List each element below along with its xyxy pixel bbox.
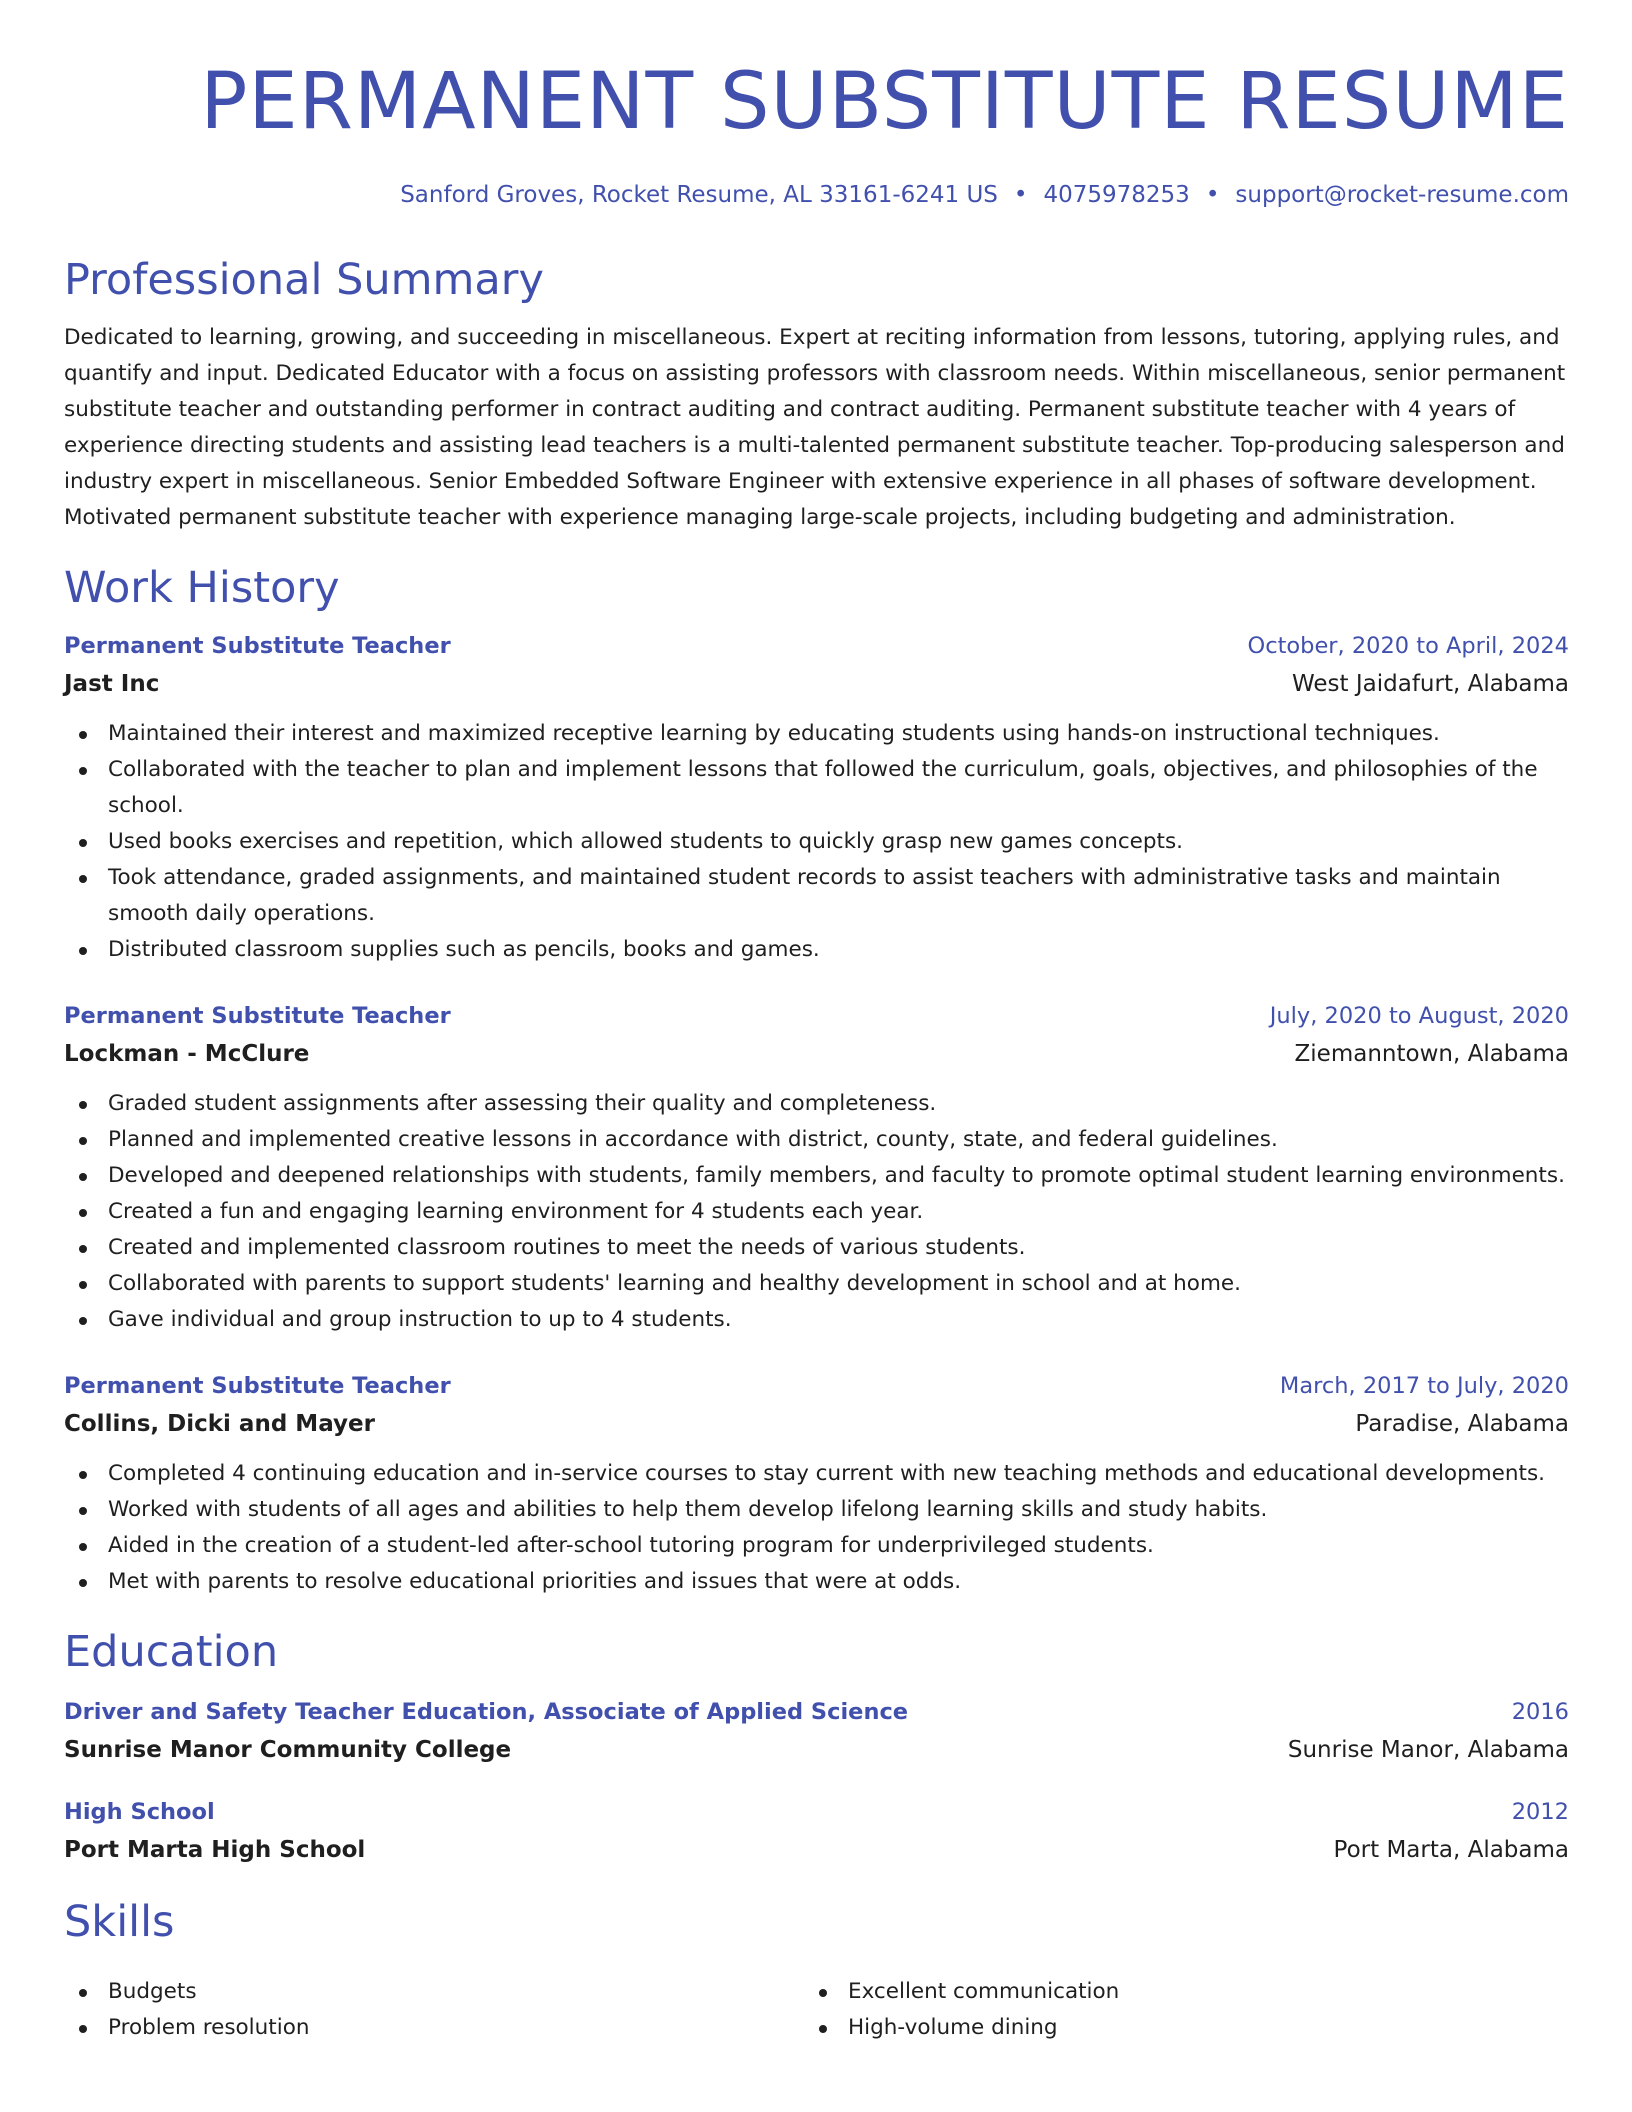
job-bullets (64, 716, 1569, 968)
education-header (64, 1794, 1569, 1830)
education-degree: High School (64, 1799, 215, 1825)
skill-item: Excellent communication (804, 1974, 1119, 2010)
contact-email[interactable]: support@rocket-resume.com (1235, 182, 1569, 208)
list-item: Planned and implemented creative lessons in accordance with district, county, state, and federal guidelines. (64, 1122, 1569, 1158)
education-school: Port Marta High School (64, 1837, 366, 1863)
list-item: Collaborated with the teacher to plan and implement lessons that followed the curriculum, goals, objectives, and philosophies of the school. (64, 752, 1569, 824)
list-item: Graded student assignments after assessing their quality and completeness. (64, 1086, 1569, 1122)
education-entry (64, 1694, 1569, 1770)
job-bullets (64, 1086, 1569, 1338)
job-employer-row (64, 1034, 1569, 1074)
job-employer-row (64, 1404, 1569, 1444)
separator-dot: • (1205, 182, 1220, 208)
section-heading-summary: Professional Summary (64, 255, 544, 305)
skill-item: Budgets (64, 1974, 804, 2010)
list-item: Distributed classroom supplies such as pencils, books and games. (64, 932, 1569, 968)
education-school-row (64, 1830, 1569, 1870)
list-item: Gave individual and group instruction to up to 4 students. (64, 1302, 1569, 1338)
contact-line (64, 178, 1569, 212)
list-item: Created a fun and engaging learning environment for 4 students each year. (64, 1194, 1569, 1230)
job-location: Ziemanntown, Alabama (1294, 1041, 1569, 1067)
list-item: Took attendance, graded assignments, and maintained student records to assist teachers with administrative tasks and maintain smooth daily operations. (64, 860, 1569, 932)
education-location: Port Marta, Alabama (1333, 1837, 1569, 1863)
education-year: 2016 (1511, 1699, 1569, 1725)
job-company: Collins, Dicki and Mayer (64, 1411, 375, 1437)
job-dates: March, 2017 to July, 2020 (1279, 1373, 1569, 1399)
contact-phone: 4075978253 (1043, 182, 1190, 208)
job-company: Lockman - McClure (64, 1041, 310, 1067)
education-year: 2012 (1511, 1799, 1569, 1825)
job-location: Paradise, Alabama (1355, 1411, 1569, 1437)
section-heading-work-history: Work History (64, 563, 340, 613)
job-entry (64, 1368, 1569, 1600)
job-header (64, 1368, 1569, 1404)
section-heading-skills: Skills (64, 1897, 175, 1947)
section-heading-education: Education (64, 1627, 279, 1677)
education-entry (64, 1794, 1569, 1870)
list-item: Worked with students of all ages and abilities to help them develop lifelong learning skills and study habits. (64, 1492, 1569, 1528)
summary-text: Dedicated to learning, growing, and succeeding in miscellaneous. Expert at reciting information from lessons, tutoring, applying rules, and quantify and input. Dedicated Educator with a focus on assisting professors with classroom needs. Within miscellaneous, senior permanent substitute teacher and outstanding performer in contract auditing and contract auditing. Permanent substitute teacher with 4 years of experience directing students and assisting lead teachers is a multi-talented permanent substitute teacher. Top-producing salesperson and industry expert in miscellaneous. Senior Embedded Software Engineer with extensive experience in all phases of software development. Motivated permanent substitute teacher with experience managing large-scale projects, including budgeting and administration. (64, 325, 1566, 530)
job-header (64, 998, 1569, 1034)
job-title: Permanent Substitute Teacher (64, 633, 451, 659)
education-location: Sunrise Manor, Alabama (1287, 1737, 1569, 1763)
skills-list-left (64, 1974, 804, 2046)
job-bullets (64, 1456, 1569, 1600)
job-dates: July, 2020 to August, 2020 (1269, 1003, 1569, 1029)
skills-list-right (804, 1974, 1119, 2046)
education-degree: Driver and Safety Teacher Education, Associate of Applied Science (64, 1699, 909, 1725)
job-location: West Jaidafurt, Alabama (1292, 671, 1569, 697)
job-entry (64, 628, 1569, 968)
list-item: Maintained their interest and maximized receptive learning by educating students using hands-on instructional techniques. (64, 716, 1569, 752)
education-school-row (64, 1730, 1569, 1770)
list-item: Aided in the creation of a student-led after-school tutoring program for underprivileged students. (64, 1528, 1569, 1564)
education-header (64, 1694, 1569, 1730)
separator-dot: • (1013, 182, 1028, 208)
skills-columns (64, 1962, 1569, 2046)
job-title: Permanent Substitute Teacher (64, 1373, 451, 1399)
list-item: Met with parents to resolve educational priorities and issues that were at odds. (64, 1564, 1569, 1600)
resume-title: PERMANENT SUBSTITUTE RESUME (200, 57, 1569, 147)
education-school: Sunrise Manor Community College (64, 1737, 512, 1763)
list-item: Completed 4 continuing education and in-service courses to stay current with new teaching methods and educational developments. (64, 1456, 1569, 1492)
job-header (64, 628, 1569, 664)
skill-item: Problem resolution (64, 2010, 804, 2046)
list-item: Collaborated with parents to support students' learning and healthy development in school and at home. (64, 1266, 1569, 1302)
list-item: Used books exercises and repetition, which allowed students to quickly grasp new games concepts. (64, 824, 1569, 860)
contact-address: Sanford Groves, Rocket Resume, AL 33161-6241 US (400, 182, 998, 208)
job-employer-row (64, 664, 1569, 704)
list-item: Created and implemented classroom routines to meet the needs of various students. (64, 1230, 1569, 1266)
list-item: Developed and deepened relationships with students, family members, and faculty to promote optimal student learning environments. (64, 1158, 1569, 1194)
job-entry (64, 998, 1569, 1338)
job-dates: October, 2020 to April, 2024 (1247, 633, 1569, 659)
job-company: Jast Inc (64, 671, 160, 697)
skill-item: High-volume dining (804, 2010, 1119, 2046)
job-title: Permanent Substitute Teacher (64, 1003, 451, 1029)
